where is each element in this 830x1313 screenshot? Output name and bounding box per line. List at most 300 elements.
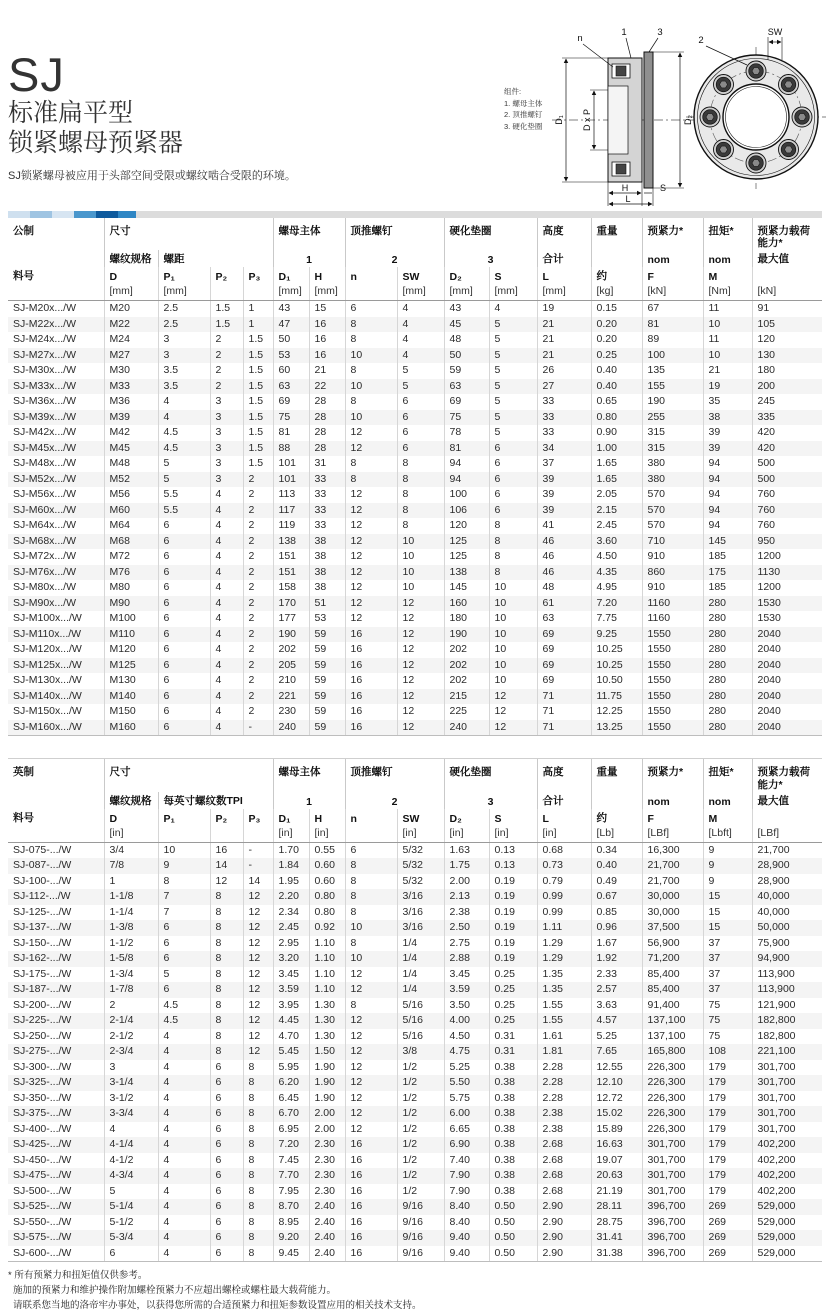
value-cell: 0.19	[489, 936, 537, 952]
accent-bar-segment	[118, 211, 136, 218]
value-cell: 6	[158, 982, 210, 998]
value-cell: 8	[210, 1029, 243, 1045]
value-cell: 10	[345, 920, 397, 936]
value-cell: 0.13	[489, 858, 537, 874]
value-cell: 4	[158, 1184, 210, 1200]
value-cell: 4	[210, 642, 243, 658]
value-cell: M22	[104, 317, 158, 333]
part-number-cell: SJ-M24x.../W	[13, 333, 77, 346]
value-cell: 59	[309, 673, 345, 689]
value-cell: 3.63	[591, 998, 642, 1014]
value-cell: 125	[444, 549, 489, 565]
value-cell: 1-1/8	[104, 889, 158, 905]
value-cell: 221,100	[752, 1044, 822, 1060]
value-cell: 0.99	[537, 889, 591, 905]
value-cell: 2.30	[309, 1168, 345, 1184]
part-number-cell: SJ-M130x.../W	[13, 674, 82, 687]
value-cell: 3/16	[397, 920, 444, 936]
value-cell: M68	[104, 534, 158, 550]
part-number-cell: SJ-M160x.../W	[8, 720, 104, 736]
value-cell: 1.10	[309, 967, 345, 983]
value-cell: 1-7/8	[104, 982, 158, 998]
value-cell: 202	[273, 642, 309, 658]
value-cell: 0.73	[537, 858, 591, 874]
value-cell: 5	[489, 425, 537, 441]
value-cell: 6	[210, 1153, 243, 1169]
value-cell: 8	[397, 503, 444, 519]
value-cell: 0.40	[591, 379, 642, 395]
value-cell: 8	[397, 518, 444, 534]
value-cell: 2.90	[537, 1199, 591, 1215]
value-cell: 8	[345, 858, 397, 874]
dim-label-dxp: D x P	[582, 108, 592, 132]
value-cell: 7.90	[444, 1168, 489, 1184]
value-cell: 185	[703, 549, 752, 565]
value-cell: 6	[158, 627, 210, 643]
group-hardened-washer: 硬化垫圈	[444, 218, 537, 250]
value-cell: 12	[345, 1044, 397, 1060]
value-cell: 2	[243, 658, 273, 674]
column-header: L	[537, 267, 591, 284]
value-cell: 48	[444, 332, 489, 348]
value-cell: 6	[210, 1122, 243, 1138]
value-cell: 10	[489, 580, 537, 596]
part-number-cell: SJ-450-.../W	[13, 1153, 72, 1166]
value-cell: 179	[703, 1153, 752, 1169]
value-cell: 4.5	[158, 1013, 210, 1029]
part-number-cell: SJ-225-.../W	[13, 1014, 72, 1027]
value-cell: 67	[642, 301, 703, 317]
value-cell: 0.80	[591, 410, 642, 426]
value-cell: 26	[537, 363, 591, 379]
value-cell: 2.45	[273, 920, 309, 936]
value-cell: 2	[243, 642, 273, 658]
unit-cell: [in]	[309, 826, 345, 843]
group-height: 高度	[537, 759, 591, 791]
value-cell: 1.90	[309, 1060, 345, 1076]
value-cell: 269	[703, 1246, 752, 1262]
value-cell: 3/4	[104, 842, 158, 858]
value-cell: 47	[273, 317, 309, 333]
unit-cell	[210, 284, 243, 301]
value-cell: 8.95	[273, 1215, 309, 1231]
value-cell: M20	[104, 301, 158, 317]
value-cell: 5.25	[591, 1029, 642, 1045]
value-cell: 1.65	[591, 472, 642, 488]
value-cell: 9	[703, 858, 752, 874]
value-cell: 2	[243, 596, 273, 612]
value-cell: 145	[444, 580, 489, 596]
value-cell: 12.55	[591, 1060, 642, 1076]
value-cell: 205	[273, 658, 309, 674]
part-number-cell: SJ-200-.../W	[13, 998, 72, 1011]
value-cell: 48	[537, 580, 591, 596]
table-row	[8, 1137, 822, 1153]
value-cell: 8	[345, 998, 397, 1014]
value-cell: 1/4	[397, 982, 444, 998]
value-cell: 4	[397, 317, 444, 333]
table-row	[8, 842, 822, 858]
column-header: H	[309, 809, 345, 826]
value-cell: 3	[158, 332, 210, 348]
value-cell: 37	[703, 967, 752, 983]
unit-cell: [mm]	[309, 284, 345, 301]
table-row	[8, 301, 822, 317]
value-cell: 420	[752, 425, 822, 441]
value-cell: 2	[243, 627, 273, 643]
value-cell: 38	[309, 534, 345, 550]
table-row	[8, 905, 822, 921]
value-cell: 3	[210, 456, 243, 472]
value-cell: 0.38	[489, 1168, 537, 1184]
value-cell: 8	[158, 874, 210, 890]
value-cell: 4	[158, 1230, 210, 1246]
value-cell: 0.80	[309, 889, 345, 905]
value-cell: 10	[397, 549, 444, 565]
imperial-table-section	[8, 758, 822, 1262]
value-cell: M100	[104, 611, 158, 627]
value-cell: 190	[444, 627, 489, 643]
value-cell: 3.45	[444, 967, 489, 983]
part-number-cell: SJ-M150x.../W	[13, 705, 82, 718]
value-cell: 570	[642, 487, 703, 503]
value-cell: 396,700	[642, 1246, 703, 1262]
value-cell: 5	[397, 379, 444, 395]
value-cell: 1550	[642, 704, 703, 720]
title-line-3: 锁紧螺母预紧器	[8, 128, 184, 157]
value-cell: 94	[703, 456, 752, 472]
value-cell: 402,200	[752, 1153, 822, 1169]
group-height: 高度	[537, 218, 591, 250]
value-cell: 6	[158, 658, 210, 674]
part-number-cell: SJ-M110x.../W	[13, 627, 82, 640]
legend-item: 1. 螺母主体	[504, 98, 543, 108]
value-cell: 16	[210, 842, 243, 858]
value-cell: 8	[345, 317, 397, 333]
value-cell: 269	[703, 1199, 752, 1215]
value-cell: 3	[210, 410, 243, 426]
value-cell: 69	[537, 673, 591, 689]
value-cell: 5.95	[273, 1060, 309, 1076]
value-cell: 6.45	[273, 1091, 309, 1107]
unit-cell	[345, 284, 397, 301]
value-cell: 4.75	[444, 1044, 489, 1060]
value-cell: 1.81	[537, 1044, 591, 1060]
value-cell: 85,400	[642, 982, 703, 998]
value-cell: 8	[210, 982, 243, 998]
value-cell: 6	[489, 503, 537, 519]
table-row	[8, 998, 822, 1014]
value-cell: 2.15	[591, 503, 642, 519]
unit-cell: [in]	[104, 826, 158, 843]
value-cell: 8	[397, 456, 444, 472]
value-cell: 3.5	[158, 363, 210, 379]
value-cell: 21	[537, 317, 591, 333]
part-number-cell: SJ-M90x.../W	[13, 596, 77, 609]
value-cell: 8	[397, 472, 444, 488]
value-cell: 16	[345, 627, 397, 643]
value-cell: 59	[309, 642, 345, 658]
column-header: P₁	[158, 267, 210, 284]
unit-cell: [kN]	[642, 284, 703, 301]
value-cell: 12	[210, 874, 243, 890]
value-cell: 4	[158, 1122, 210, 1138]
value-cell: 910	[642, 549, 703, 565]
thread-spec-label: 螺纹规格	[104, 250, 158, 267]
part-number-cell: SJ-M48x.../W	[13, 457, 77, 470]
value-cell: 28	[309, 441, 345, 457]
value-cell: 280	[703, 642, 752, 658]
value-cell: 1200	[752, 580, 822, 596]
spacer-cell	[591, 250, 642, 267]
table-row	[8, 951, 822, 967]
value-cell: 46	[537, 534, 591, 550]
value-cell: 53	[309, 611, 345, 627]
value-cell: 0.85	[591, 905, 642, 921]
value-cell: 12	[397, 704, 444, 720]
value-cell: 0.79	[537, 874, 591, 890]
value-cell: 5	[158, 456, 210, 472]
value-cell: 8	[210, 905, 243, 921]
value-cell: 35	[703, 394, 752, 410]
value-cell: 1130	[752, 565, 822, 581]
unit-cell: [in]	[444, 826, 489, 843]
value-cell: 12	[345, 596, 397, 612]
value-cell: 12.25	[591, 704, 642, 720]
table-row	[8, 936, 822, 952]
value-cell: 1.5	[243, 441, 273, 457]
value-cell: 16	[345, 1246, 397, 1262]
value-cell: 4	[158, 1215, 210, 1231]
table-row	[8, 858, 822, 874]
value-cell: 2-1/2	[104, 1029, 158, 1045]
table-row	[8, 967, 822, 983]
value-cell: 8.70	[273, 1199, 309, 1215]
value-cell: 8	[345, 874, 397, 890]
value-cell: 19	[703, 379, 752, 395]
value-cell: 226,300	[642, 1106, 703, 1122]
value-cell: 94	[703, 487, 752, 503]
value-cell: 269	[703, 1215, 752, 1231]
pitch-label: 螺距	[158, 250, 273, 267]
value-cell: 1/4	[397, 967, 444, 983]
value-cell: 69	[537, 627, 591, 643]
value-cell: 12	[345, 982, 397, 998]
value-cell: 0.96	[591, 920, 642, 936]
value-cell: M150	[104, 704, 158, 720]
value-cell: 0.25	[591, 348, 642, 364]
value-cell: 33	[309, 487, 345, 503]
value-cell: 2.68	[537, 1153, 591, 1169]
value-cell: 94,900	[752, 951, 822, 967]
value-cell: 4	[158, 1168, 210, 1184]
value-cell: 4	[397, 301, 444, 317]
value-cell: 315	[642, 425, 703, 441]
value-cell: 4.5	[158, 441, 210, 457]
value-cell: 3	[210, 472, 243, 488]
value-cell: 94	[703, 472, 752, 488]
value-cell: 4	[210, 580, 243, 596]
part-number-cell: SJ-525-.../W	[13, 1200, 72, 1213]
value-cell: 15	[703, 889, 752, 905]
value-cell: 10	[397, 565, 444, 581]
value-cell: 0.67	[591, 889, 642, 905]
value-cell: 28,900	[752, 858, 822, 874]
value-cell: 2040	[752, 658, 822, 674]
unit-cell: [Nm]	[703, 284, 752, 301]
value-cell: 280	[703, 673, 752, 689]
value-cell: 12	[345, 611, 397, 627]
value-cell: 12	[489, 720, 537, 736]
table-row	[8, 1106, 822, 1122]
accent-bar	[8, 211, 822, 218]
value-cell: 2-3/4	[104, 1044, 158, 1060]
value-cell: 6	[158, 549, 210, 565]
metric-table-body	[8, 301, 822, 736]
value-cell: 0.19	[489, 905, 537, 921]
value-cell: 396,700	[642, 1199, 703, 1215]
value-cell: 33	[537, 410, 591, 426]
value-cell: 1550	[642, 673, 703, 689]
value-cell: 37	[537, 456, 591, 472]
value-cell: 335	[752, 410, 822, 426]
group-torque: 扭矩*	[703, 759, 752, 791]
value-cell: 4	[104, 1122, 158, 1138]
table-row	[8, 1153, 822, 1169]
value-cell: 6	[489, 456, 537, 472]
value-cell: 1550	[642, 720, 703, 736]
metric-table	[8, 218, 822, 736]
value-cell: 6	[158, 534, 210, 550]
value-cell: 1.75	[444, 858, 489, 874]
value-cell: 6.65	[444, 1122, 489, 1138]
part-number-cell: SJ-M68x.../W	[13, 534, 77, 547]
column-header: D₂	[444, 267, 489, 284]
value-cell: 2040	[752, 627, 822, 643]
value-cell: 1.95	[273, 874, 309, 890]
part-number-cell: SJ-M60x.../W	[13, 503, 77, 516]
table-row	[8, 596, 822, 612]
value-cell: M60	[104, 503, 158, 519]
value-cell: 3.5	[158, 379, 210, 395]
table-row	[8, 1013, 822, 1029]
value-cell: 94	[703, 518, 752, 534]
value-cell: 28,900	[752, 874, 822, 890]
value-cell: 34	[537, 441, 591, 457]
value-cell: 0.99	[537, 905, 591, 921]
legend-title: 组件:	[504, 87, 522, 96]
value-cell: 5	[489, 363, 537, 379]
column-header: P₁	[158, 809, 210, 826]
value-cell: 8	[345, 905, 397, 921]
unit-cell: [Lb]	[591, 826, 642, 843]
value-cell: 2	[210, 379, 243, 395]
value-cell: 3-1/4	[104, 1075, 158, 1091]
accent-bar-segment	[30, 211, 52, 218]
group-size: 尺寸	[104, 759, 273, 791]
value-cell: 21.19	[591, 1184, 642, 1200]
value-cell: 69	[537, 642, 591, 658]
value-cell: -	[243, 842, 273, 858]
table-row	[8, 1075, 822, 1091]
value-cell: 0.50	[489, 1246, 537, 1262]
table-row	[8, 689, 822, 705]
part-number-cell: SJ-175-.../W	[13, 967, 72, 980]
value-cell: 59	[309, 720, 345, 736]
value-cell: 2	[243, 549, 273, 565]
value-cell: 9.40	[444, 1246, 489, 1262]
value-cell: 101	[273, 456, 309, 472]
value-cell: 4.57	[591, 1013, 642, 1029]
value-cell: 138	[444, 565, 489, 581]
part-number-cell: SJ-112-.../W	[13, 890, 71, 903]
value-cell: 14	[210, 858, 243, 874]
title-line-2: 标准扁平型	[8, 99, 134, 128]
value-cell: 2	[243, 611, 273, 627]
unit-cell: [in]	[489, 826, 537, 843]
column-header: D	[104, 267, 158, 284]
value-cell: 22	[309, 379, 345, 395]
value-cell: 137,100	[642, 1029, 703, 1045]
value-cell: 179	[703, 1106, 752, 1122]
value-cell: 2.40	[309, 1199, 345, 1215]
value-cell: 4	[158, 1137, 210, 1153]
unit-row	[8, 826, 822, 843]
value-cell: 1/2	[397, 1106, 444, 1122]
part-number-cell: SJ-M64x.../W	[13, 519, 77, 532]
value-cell: 315	[642, 441, 703, 457]
value-cell: 4.50	[591, 549, 642, 565]
value-cell: 1.5	[243, 348, 273, 364]
value-cell: 225	[444, 704, 489, 720]
value-cell: 0.55	[309, 842, 345, 858]
value-cell: 71	[537, 689, 591, 705]
spacer-cell	[591, 792, 642, 809]
value-cell: 1/2	[397, 1091, 444, 1107]
value-cell: 2-1/4	[104, 1013, 158, 1029]
value-cell: 9	[703, 842, 752, 858]
table-row	[8, 1044, 822, 1060]
value-cell: 7.70	[273, 1168, 309, 1184]
part-number-cell: SJ-M52x.../W	[13, 472, 77, 485]
value-cell: 8	[345, 936, 397, 952]
value-cell: 50,000	[752, 920, 822, 936]
value-cell: 16	[345, 1230, 397, 1246]
value-cell: 226,300	[642, 1075, 703, 1091]
column-header: H	[309, 267, 345, 284]
value-cell: 6	[210, 1106, 243, 1122]
value-cell: 226,300	[642, 1122, 703, 1138]
value-cell: 12	[397, 627, 444, 643]
table-row	[8, 1060, 822, 1076]
value-cell: 10.50	[591, 673, 642, 689]
value-cell: 269	[703, 1230, 752, 1246]
part-number-cell: SJ-M56x.../W	[13, 488, 77, 501]
value-cell: 210	[273, 673, 309, 689]
column-header: S	[489, 267, 537, 284]
value-cell: 19.07	[591, 1153, 642, 1169]
value-cell: 63	[537, 611, 591, 627]
value-cell: 2	[210, 332, 243, 348]
value-cell: 9	[158, 858, 210, 874]
value-cell: 215	[444, 689, 489, 705]
value-cell: 0.38	[489, 1075, 537, 1091]
table-row	[8, 1091, 822, 1107]
part-number-cell: SJ-400-.../W	[13, 1122, 72, 1135]
value-cell: 16	[345, 1199, 397, 1215]
value-cell: 1550	[642, 642, 703, 658]
value-cell: 1.10	[309, 951, 345, 967]
